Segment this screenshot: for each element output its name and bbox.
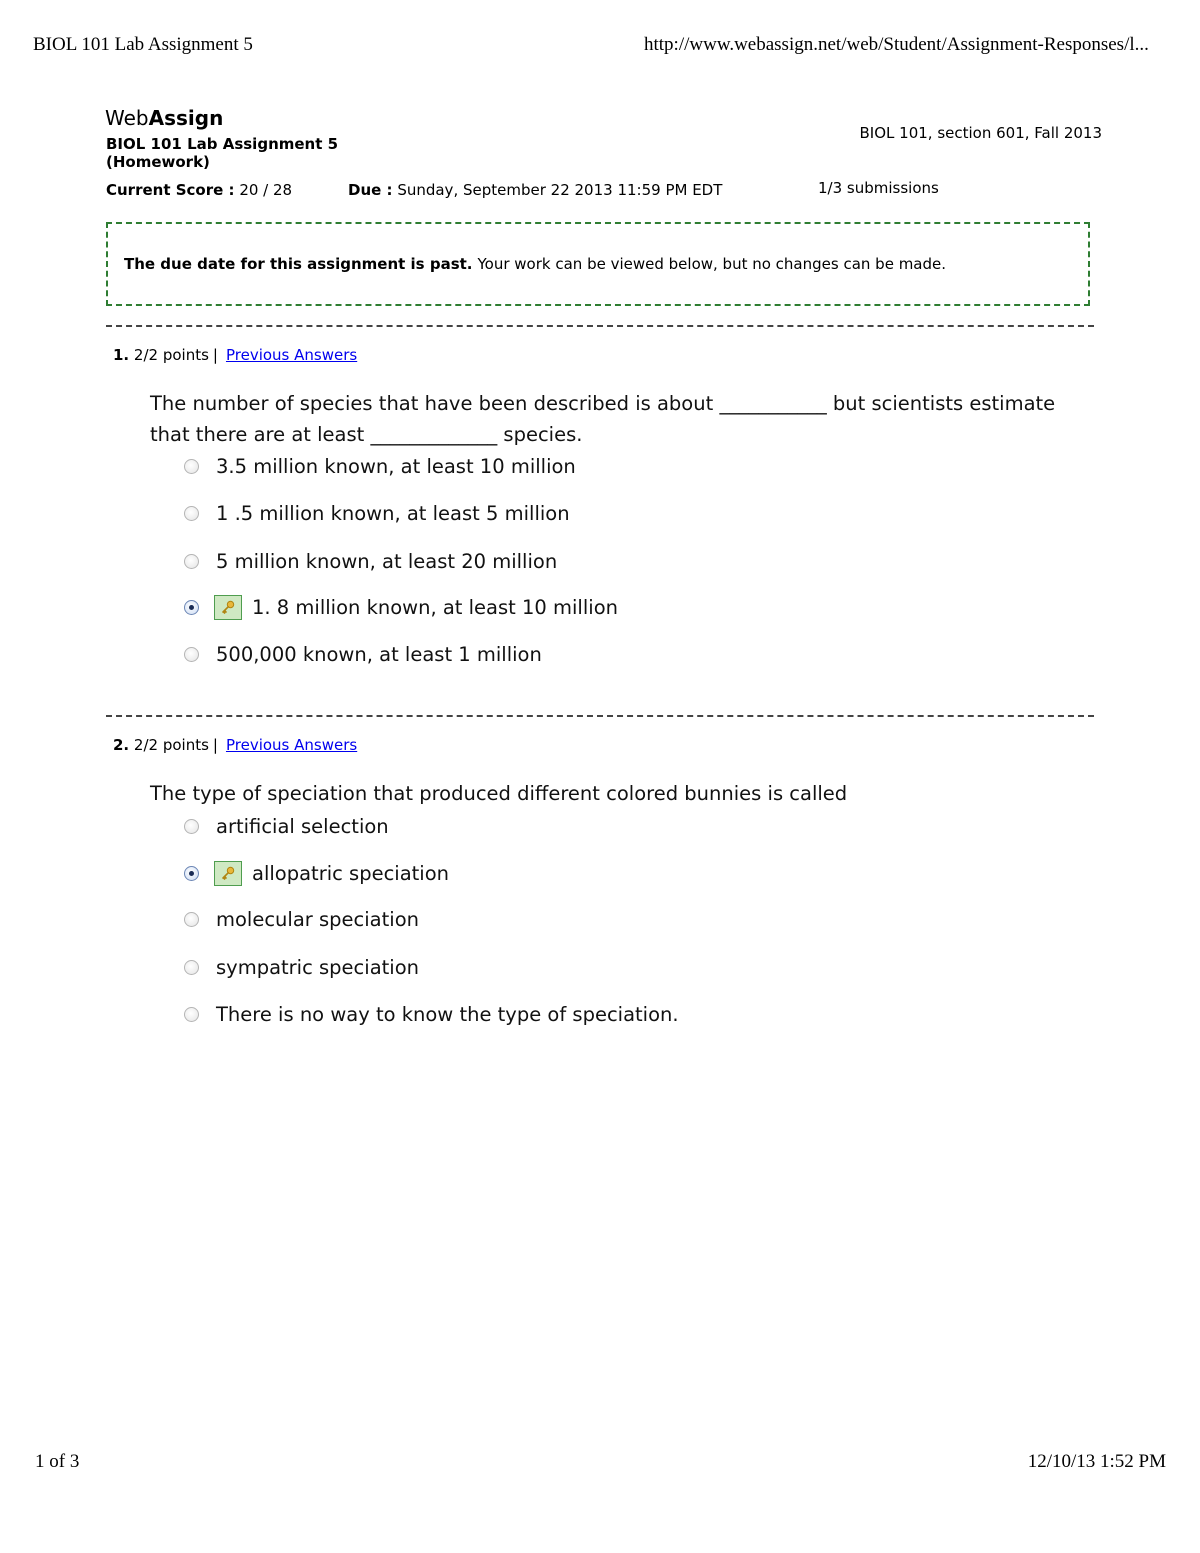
- radio-button[interactable]: [184, 1007, 199, 1022]
- print-footer-page: 1 of 3: [35, 1451, 80, 1472]
- answer-key-icon: [214, 861, 242, 886]
- answer-option[interactable]: [184, 904, 419, 934]
- answer-option-label: sympatric speciation: [216, 955, 419, 979]
- radio-button[interactable]: [184, 647, 199, 662]
- notice-text: Your work can be viewed below, but no changes can be made.: [477, 255, 947, 273]
- score-value: 20 / 28: [239, 181, 293, 199]
- answer-option[interactable]: [184, 592, 618, 622]
- course-info: BIOL 101, section 601, Fall 2013: [859, 124, 1102, 142]
- print-header-url: http://www.webassign.net/web/Student/Assignment-Responses/l...: [644, 34, 1149, 55]
- previous-answers-link[interactable]: Previous Answers: [225, 736, 358, 754]
- answer-option[interactable]: [184, 639, 542, 669]
- previous-answers-link[interactable]: Previous Answers: [225, 346, 358, 364]
- radio-button[interactable]: [184, 912, 199, 927]
- due-label: Due :: [348, 181, 393, 199]
- question-points: 2/2 points: [133, 736, 209, 754]
- question-1-text: The number of species that have been described is about ___________ but scientists estimate that there are at least _____________ species.: [150, 392, 1056, 446]
- logo-part-assign: Assign: [148, 106, 224, 130]
- answer-option[interactable]: [184, 546, 557, 576]
- question-2-text: The type of speciation that produced different colored bunnies is called: [150, 782, 848, 805]
- print-header-title: BIOL 101 Lab Assignment 5: [33, 34, 253, 55]
- logo-part-web: Web: [105, 106, 149, 130]
- print-footer-datetime: 12/10/13 1:52 PM: [1027, 1451, 1166, 1472]
- answer-option[interactable]: [184, 952, 419, 982]
- current-score: [106, 181, 292, 199]
- answer-option-label: 1 .5 million known, at least 5 million: [216, 501, 570, 525]
- answer-option[interactable]: [184, 858, 449, 888]
- radio-button[interactable]: [184, 960, 199, 975]
- due-value: Sunday, September 22 2013 11:59 PM EDT: [397, 181, 723, 199]
- assignment-title: BIOL 101 Lab Assignment 5 (Homework): [106, 135, 339, 171]
- divider: [106, 325, 1094, 327]
- answer-option-label: 5 million known, at least 20 million: [216, 549, 558, 573]
- score-label: Current Score :: [106, 181, 235, 199]
- past-due-notice: [106, 222, 1090, 306]
- question-number: 1.: [113, 346, 130, 364]
- answer-option-label: molecular speciation: [216, 907, 419, 931]
- question-2-header: [113, 736, 357, 754]
- answer-option[interactable]: [184, 498, 570, 528]
- radio-button[interactable]: [184, 819, 199, 834]
- separator: |: [212, 736, 218, 754]
- answer-option[interactable]: [184, 811, 389, 841]
- answer-option[interactable]: [184, 451, 576, 481]
- answer-option-label: allopatric speciation: [252, 861, 450, 885]
- divider: [106, 715, 1094, 717]
- answer-option-label: 1. 8 million known, at least 10 million: [252, 595, 618, 619]
- answer-option-label: 500,000 known, at least 1 million: [216, 642, 542, 666]
- radio-button[interactable]: [184, 459, 199, 474]
- answer-option-label: There is no way to know the type of speciation.: [216, 1002, 679, 1026]
- radio-selected[interactable]: [184, 866, 199, 881]
- separator: |: [212, 346, 218, 364]
- radio-button[interactable]: [184, 506, 199, 521]
- notice-bold: The due date for this assignment is past.: [124, 255, 473, 273]
- due-date: [348, 181, 722, 199]
- radio-selected[interactable]: [184, 600, 199, 615]
- answer-option-label: 3.5 million known, at least 10 million: [216, 454, 576, 478]
- webassign-logo: [105, 106, 223, 130]
- submissions-count: 1/3 submissions: [818, 179, 939, 197]
- question-number: 2.: [113, 736, 130, 754]
- answer-key-icon: [214, 595, 242, 620]
- question-points: 2/2 points: [133, 346, 209, 364]
- answer-option-label: artificial selection: [216, 814, 389, 838]
- answer-option[interactable]: [184, 999, 679, 1029]
- radio-button[interactable]: [184, 554, 199, 569]
- question-1-header: [113, 346, 357, 364]
